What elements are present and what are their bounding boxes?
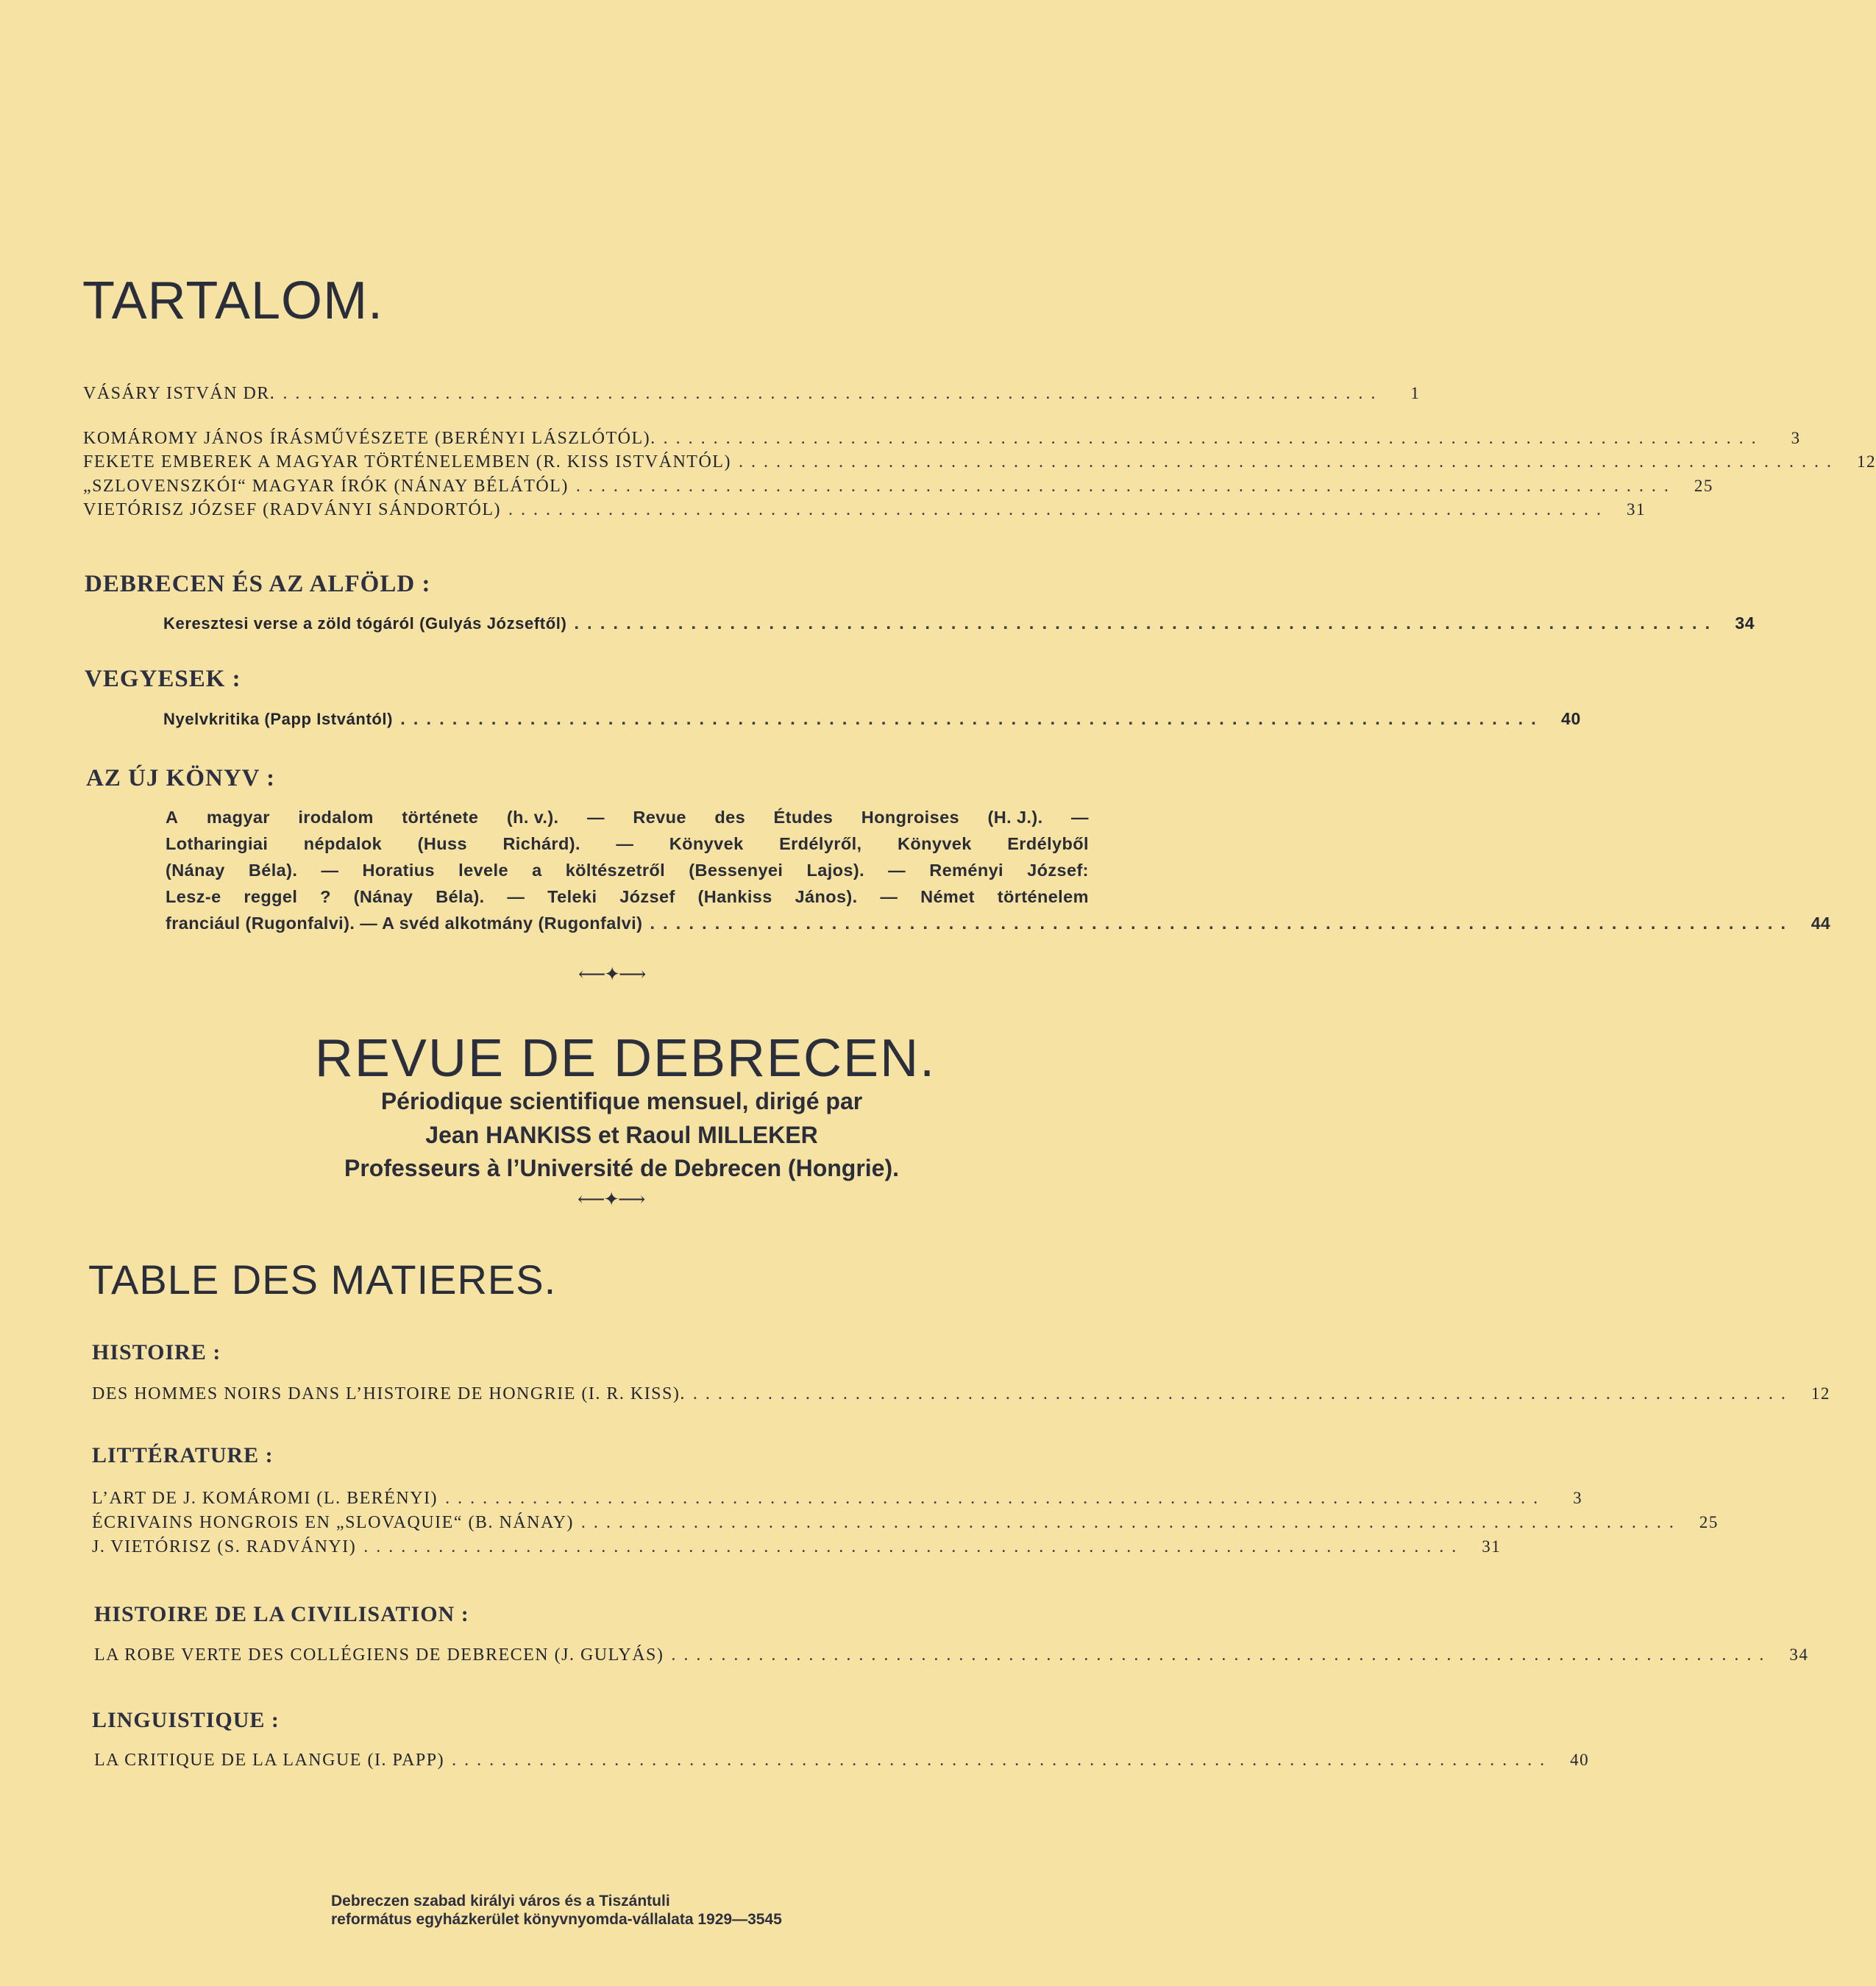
paragraph-word: Études xyxy=(773,808,834,827)
paragraph-word: — xyxy=(586,808,605,827)
paragraph-word: Lesz-e xyxy=(166,887,221,906)
paragraph-word: (H. J.). xyxy=(987,808,1043,827)
toc-entry-szlovenszkoi xyxy=(83,477,1713,496)
toc-entry-page: 40 xyxy=(1561,709,1581,728)
paragraph-line xyxy=(166,883,1089,910)
paragraph-word: reggel xyxy=(244,887,298,906)
ornament-divider: ⟵✦⟶ xyxy=(578,1189,644,1210)
paragraph-word: ? xyxy=(320,887,331,906)
toc-entry-page: 3 xyxy=(1573,1489,1583,1507)
paragraph-word: magyar xyxy=(206,808,270,827)
paragraph-line xyxy=(166,830,1089,857)
toc-entry-uj-konyv-last xyxy=(166,910,1831,937)
toc-entry-critique-langue xyxy=(94,1751,1590,1770)
leader-dots: ........................................................................................ xyxy=(452,1751,1553,1770)
uj-konyv-paragraph xyxy=(166,804,1089,910)
paragraph-word: története xyxy=(402,808,479,827)
paragraph-word: — xyxy=(888,861,906,880)
leader-dots: ........................................................................................ xyxy=(663,429,1764,448)
paragraph-word: Könyvek xyxy=(669,834,744,853)
paragraph-word: Erdélyből xyxy=(1007,834,1089,853)
leader-dots: ........................................................................................ xyxy=(400,709,1544,729)
toc-entry-nyelvkritika xyxy=(163,709,1581,730)
ornament-divider: ⟵✦⟶ xyxy=(578,964,645,985)
paragraph-word: Reményi xyxy=(929,861,1003,880)
revue-editors: Jean HANKISS et Raoul MILLEKER xyxy=(425,1122,818,1148)
paragraph-word: — xyxy=(1070,808,1089,827)
leader-dots: ........................................................................................ xyxy=(575,477,1677,496)
leader-dots: ........................................................................................ xyxy=(508,500,1610,519)
leader-dots: ........................................................................................ xyxy=(580,1513,1682,1532)
toc-entry-page: 31 xyxy=(1627,500,1646,519)
toc-entry-text: LA CRITIQUE DE LA LANGUE (I. PAPP) xyxy=(94,1751,445,1770)
revue-title: REVUE DE DEBRECEN. xyxy=(314,1029,937,1088)
toc-entry-text: ÉCRIVAINS HONGROIS EN „SLOVAQUIE“ (B. NÁNAY) xyxy=(92,1513,574,1532)
leader-dots: ........................................................................................ xyxy=(738,452,1839,471)
toc-entry-text: LA ROBE VERTE DES COLLÉGIENS DE DEBRECEN (J. GULYÁS) xyxy=(94,1645,664,1665)
section-heading-linguistique: LINGUISTIQUE : xyxy=(92,1708,280,1732)
tartalom-title: TARTALOM. xyxy=(82,271,384,330)
leader-dots: ........................................................................................ xyxy=(650,914,1794,933)
imprint-line: Debreczen szabad királyi város és a Tiszántuli xyxy=(331,1893,670,1910)
revue-affiliation: Professeurs à l’Université de Debrecen (Hongrie). xyxy=(344,1155,900,1181)
paragraph-word: József xyxy=(619,887,675,906)
leader-dots: ........................................................................................ xyxy=(363,1537,1465,1556)
toc-entry-hommes-noirs xyxy=(92,1384,1830,1404)
revue-subtitle: Périodique scientifique mensuel, dirigé par xyxy=(380,1088,863,1114)
paragraph-word: költészetről xyxy=(565,861,666,880)
paragraph-word: János). xyxy=(795,887,858,906)
paragraph-word: József: xyxy=(1027,861,1089,880)
paragraph-word: (Nánay xyxy=(353,887,413,906)
paragraph-word: (Huss xyxy=(417,834,467,853)
leader-dots: ........................................................................................ xyxy=(283,384,1384,403)
paragraph-line xyxy=(166,804,1089,830)
toc-entry-text: Nyelvkritika (Papp Istvántól) xyxy=(163,710,394,728)
paragraph-word: Richárd). xyxy=(502,834,580,853)
paragraph-word: Lotharingiai xyxy=(166,834,269,853)
paragraph-word: Revue xyxy=(633,808,686,827)
paragraph-word: (Nánay xyxy=(166,861,225,880)
paragraph-word: Teleki xyxy=(547,887,597,906)
paragraph-word: — xyxy=(321,861,339,880)
paragraph-word: — xyxy=(880,887,898,906)
section-heading-uj-konyv: AZ ÚJ KÖNYV : xyxy=(86,765,276,791)
toc-entry-vasary xyxy=(83,384,1421,404)
leader-dots: ........................................................................................ xyxy=(574,613,1719,633)
paragraph-word: Könyvek xyxy=(897,834,972,853)
paragraph-word: A xyxy=(166,808,179,827)
toc-entry-keresztesi xyxy=(163,613,1755,634)
paragraph-word: a xyxy=(532,861,542,880)
toc-entry-vietorisz-fr xyxy=(92,1537,1502,1557)
leader-dots: ........................................................................................ xyxy=(671,1645,1772,1665)
leader-dots: ........................................................................................ xyxy=(445,1489,1546,1508)
table-title: TABLE DES MATIERES. xyxy=(88,1256,557,1303)
section-heading-histoire: HISTOIRE : xyxy=(92,1340,221,1364)
imprint-line: református egyházkerület könyvnyomda-vállalata 1929—3545 xyxy=(331,1911,782,1928)
paragraph-word: Béla). xyxy=(248,861,298,880)
toc-entry-ecrivains xyxy=(92,1513,1719,1533)
leader-dots: ........................................................................................ xyxy=(692,1384,1794,1403)
toc-entry-text: KOMÁROMY JÁNOS ÍRÁSMŰVÉSZETE (BERÉNYI LÁSZLÓTÓL). xyxy=(83,429,656,448)
toc-entry-text: DES HOMMES NOIRS DANS L’HISTOIRE DE HONGRIE (I. R. KISS). xyxy=(92,1384,686,1403)
toc-entry-text: J. VIETÓRISZ (S. RADVÁNYI) xyxy=(92,1537,357,1556)
paragraph-word: Béla). xyxy=(436,887,485,906)
paragraph-word: népdalok xyxy=(303,834,383,853)
section-heading-vegyesek: VEGYESEK : xyxy=(85,666,241,692)
paragraph-word: — xyxy=(616,834,634,853)
paragraph-word: — xyxy=(507,887,525,906)
toc-entry-text: L’ART DE J. KOMÁROMI (L. BERÉNYI) xyxy=(92,1489,438,1508)
toc-entry-text: FEKETE EMBEREK A MAGYAR TÖRTÉNELEMBEN (R. KISS ISTVÁNTÓL) xyxy=(83,452,731,471)
toc-entry-page: 34 xyxy=(1735,613,1755,633)
paragraph-word: Lajos). xyxy=(806,861,865,880)
paragraph-word: Hongroises xyxy=(861,808,960,827)
toc-entry-text: VIETÓRISZ JÓZSEF (RADVÁNYI SÁNDORTÓL) xyxy=(83,500,502,519)
paragraph-word: történelem xyxy=(997,887,1089,906)
printer-imprint xyxy=(331,1892,782,1929)
toc-entry-page: 12 xyxy=(1811,1384,1830,1403)
paragraph-word: Horatius xyxy=(362,861,436,880)
paragraph-word: irodalom xyxy=(298,808,374,827)
section-heading-litterature: LITTÉRATURE : xyxy=(92,1443,274,1467)
toc-entry-text: franciául (Rugonfalvi). — A svéd alkotmány (Rugonfalvi) xyxy=(166,914,643,933)
toc-entry-text: „SZLOVENSZKÓI“ MAGYAR ÍRÓK (NÁNAY BÉLÁTÓL) xyxy=(83,477,569,496)
toc-entry-text: VÁSÁRY ISTVÁN DR. xyxy=(83,384,276,403)
paragraph-word: (Hankiss xyxy=(697,887,772,906)
toc-entry-page: 44 xyxy=(1811,914,1831,933)
paragraph-word: Német xyxy=(920,887,975,906)
section-heading-debrecen: DEBRECEN ÉS AZ ALFÖLD : xyxy=(85,571,431,597)
paragraph-word: Erdélyről, xyxy=(779,834,862,853)
paragraph-word: (h. v.). xyxy=(506,808,559,827)
toc-entry-page: 31 xyxy=(1482,1537,1502,1556)
toc-entry-komaromy xyxy=(83,429,1801,449)
toc-entry-page: 34 xyxy=(1789,1645,1809,1664)
paragraph-word: des xyxy=(714,808,746,827)
paragraph-word: levele xyxy=(458,861,508,880)
toc-entry-page: 12 xyxy=(1856,452,1876,471)
toc-entry-page: 1 xyxy=(1410,384,1421,402)
toc-entry-text: Keresztesi verse a zöld tógáról (Gulyás Józseftől) xyxy=(163,614,567,633)
toc-entry-fekete xyxy=(83,452,1876,472)
paragraph-line xyxy=(166,857,1089,883)
toc-entry-robe-verte xyxy=(94,1645,1809,1665)
toc-entry-page: 25 xyxy=(1699,1513,1719,1531)
toc-entry-komaromi xyxy=(92,1489,1583,1509)
paragraph-word: (Bessenyei xyxy=(689,861,784,880)
toc-entry-vietorisz xyxy=(83,500,1646,520)
section-heading-civilisation: HISTOIRE DE LA CIVILISATION : xyxy=(94,1602,469,1626)
toc-entry-page: 25 xyxy=(1694,477,1713,495)
toc-entry-page: 40 xyxy=(1570,1751,1590,1769)
toc-entry-page: 3 xyxy=(1791,429,1801,447)
